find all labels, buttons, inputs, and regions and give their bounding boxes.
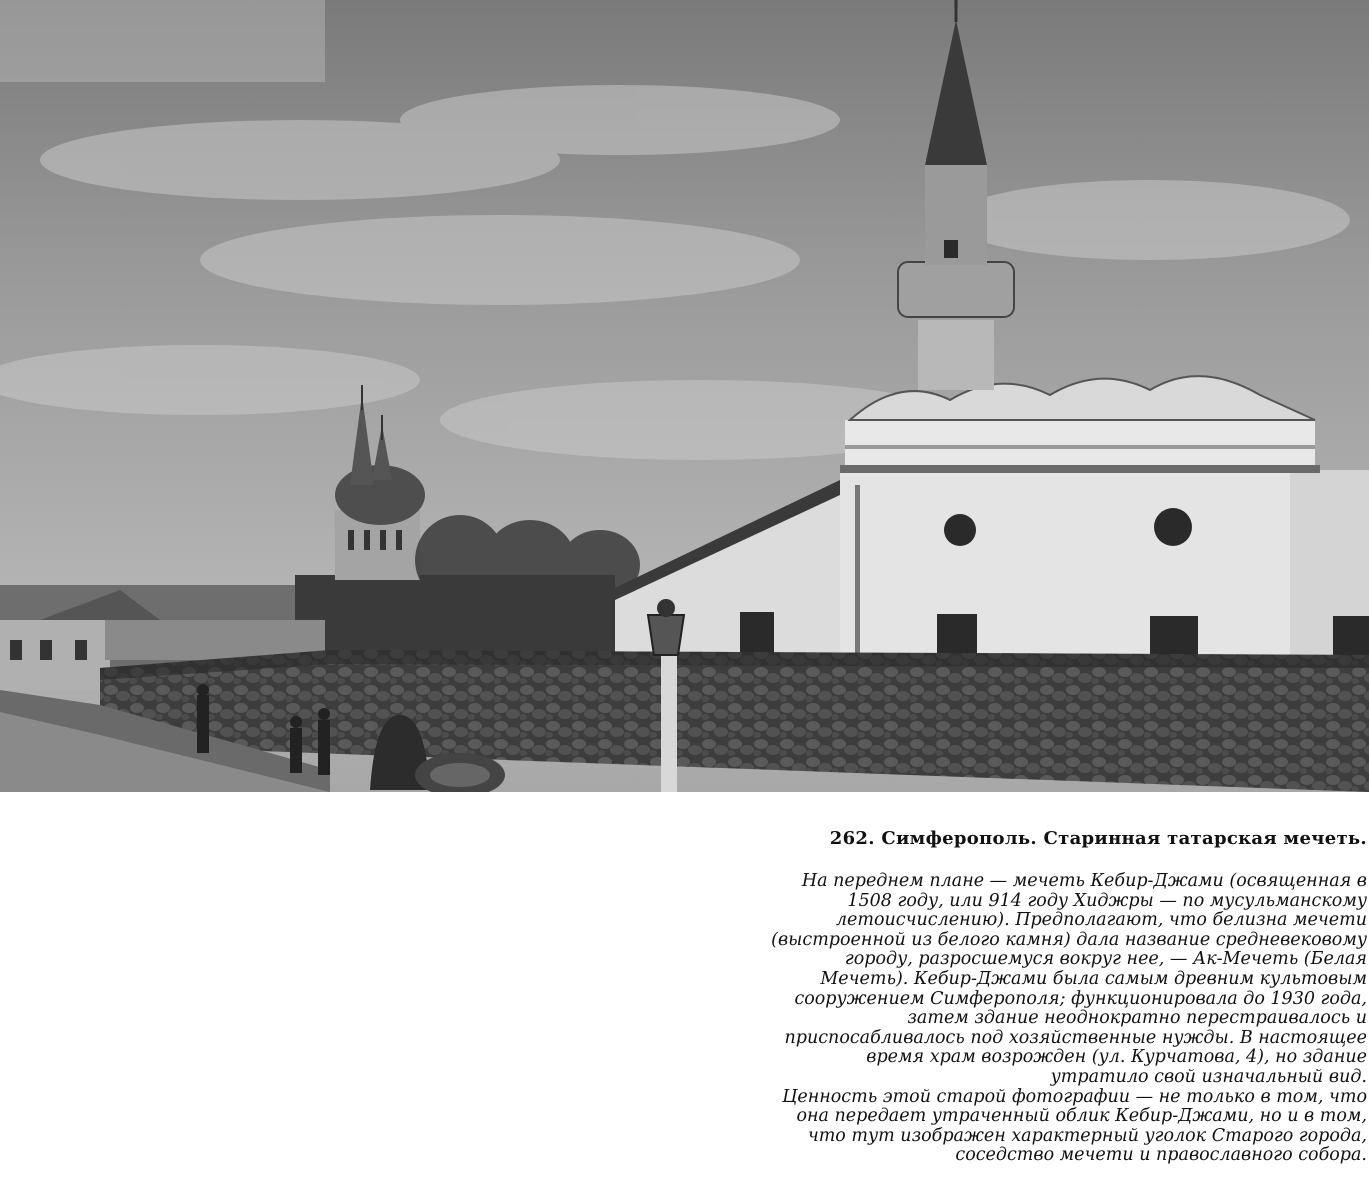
- caption-line: что тут изображен характерный уголок Старого города,: [807, 1125, 1367, 1146]
- caption-line: (выстроенной из белого камня) дала название средневековому: [771, 929, 1367, 950]
- caption-line: Ценность этой старой фотографии — не только в том, что: [782, 1086, 1367, 1107]
- caption-line: утратило свой изначальный вид.: [1050, 1066, 1367, 1087]
- caption-line: соседство мечети и православного собора.: [955, 1145, 1367, 1166]
- caption-body: [667, 872, 1367, 1166]
- caption-line: она передает утраченный облик Кебир-Джами, но и в том,: [796, 1106, 1367, 1127]
- caption-line: городу, разросшемуся вокруг нее, — Ак-Мечеть (Белая: [844, 949, 1367, 970]
- caption-title: 262. Симферополь. Старинная татарская мечеть.: [829, 828, 1367, 849]
- caption-line: летоисчислению). Предполагают, что белизна мечети: [835, 910, 1367, 931]
- caption-line: затем здание неоднократно перестраивалось и: [907, 1008, 1367, 1029]
- caption-line: сооружением Симферополя; функционировала до 1930 года,: [794, 988, 1367, 1009]
- corner-stamp: [0, 0, 325, 82]
- caption-line: 1508 году, или 914 году Хиджры — по мусульманскому: [847, 890, 1367, 911]
- caption-line: Мечеть). Кебир-Джами была самым древним культовым: [820, 968, 1367, 989]
- caption-line: приспосабливалось под хозяйственные нужды. В настоящее: [784, 1027, 1367, 1048]
- caption-line: время храм возрожден (ул. Курчатова, 4), но здание: [866, 1047, 1367, 1068]
- caption-line: На переднем плане — мечеть Кебир-Джами (освященная в: [801, 871, 1367, 891]
